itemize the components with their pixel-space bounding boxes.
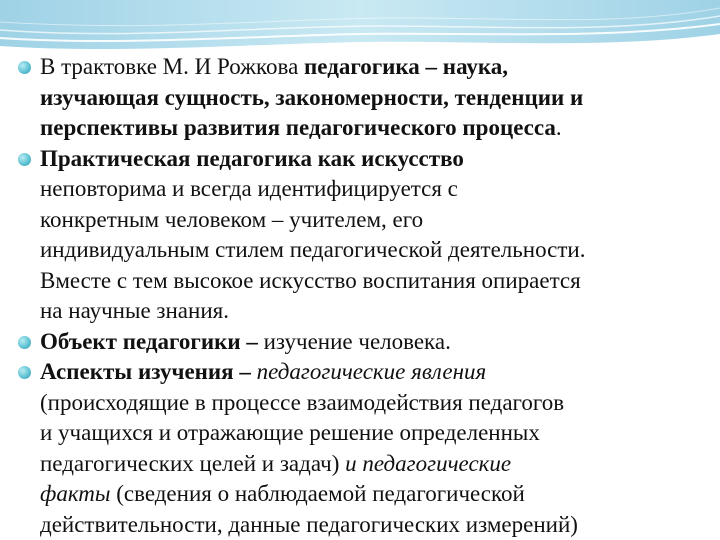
bullet-item [14,144,714,327]
text-segment: изучающая сущность, закономерности, тенденции и [40,84,584,110]
text-line [40,418,714,449]
header-banner [0,0,720,58]
text-segment: неповторима и всегда идентифицируется с [40,176,458,201]
wave-decoration-icon [0,0,720,58]
bullet-dot-icon [18,336,31,349]
text-segment: (сведения о наблюдаемой педагогической [110,481,525,506]
text-line [40,449,714,480]
text-line [40,266,714,297]
text-segment: педагогические явления [256,359,487,384]
bullet-list [14,52,714,540]
text-segment: и учащихся и отражающие решение определенных [40,420,540,445]
text-segment: педагогика – наука, [304,54,509,79]
text-segment: Вместе с тем высокое искусство воспитания опирается [40,267,581,293]
text-line [40,205,714,236]
bullet-dot-icon [18,153,31,166]
text-line [40,235,714,266]
text-segment: действительности, данные педагогических измерений) [40,511,578,537]
text-segment: В трактовке М. И Рожкова [40,54,305,79]
text-segment: конкретным человеком – учителем, его [40,206,424,232]
text-line [40,357,714,388]
text-line [40,144,714,175]
bullet-dot-icon [18,61,31,74]
text-segment: индивидуальным стилем педагогической деятельности. [40,237,586,262]
bullet-dot-icon [18,366,31,379]
text-segment: и педагогические [345,450,512,476]
text-line [40,479,714,510]
bullet-item [14,357,714,540]
text-segment: (происходящие в процессе взаимодействия педагогов [40,389,565,415]
text-segment: перспективы развития педагогического процесса [40,115,556,140]
text-line [40,52,714,83]
text-segment: на научные знания. [40,298,229,323]
text-line [40,388,714,419]
text-segment: . [555,115,562,140]
text-line [40,296,714,327]
text-line [40,510,714,540]
text-segment: факты [40,481,111,506]
text-line [40,327,714,358]
text-segment: изучение человека. [263,328,451,354]
text-segment: Практическая педагогика как искусство [40,145,464,171]
text-line [40,83,714,114]
text-line [40,113,714,144]
bullet-item [14,327,714,358]
text-line [40,174,714,205]
text-segment: педагогических целей и задач) [40,450,346,476]
text-segment: Объект педагогики – [40,328,264,354]
bullet-item [14,52,714,144]
text-segment: Аспекты изучения – [40,359,257,384]
